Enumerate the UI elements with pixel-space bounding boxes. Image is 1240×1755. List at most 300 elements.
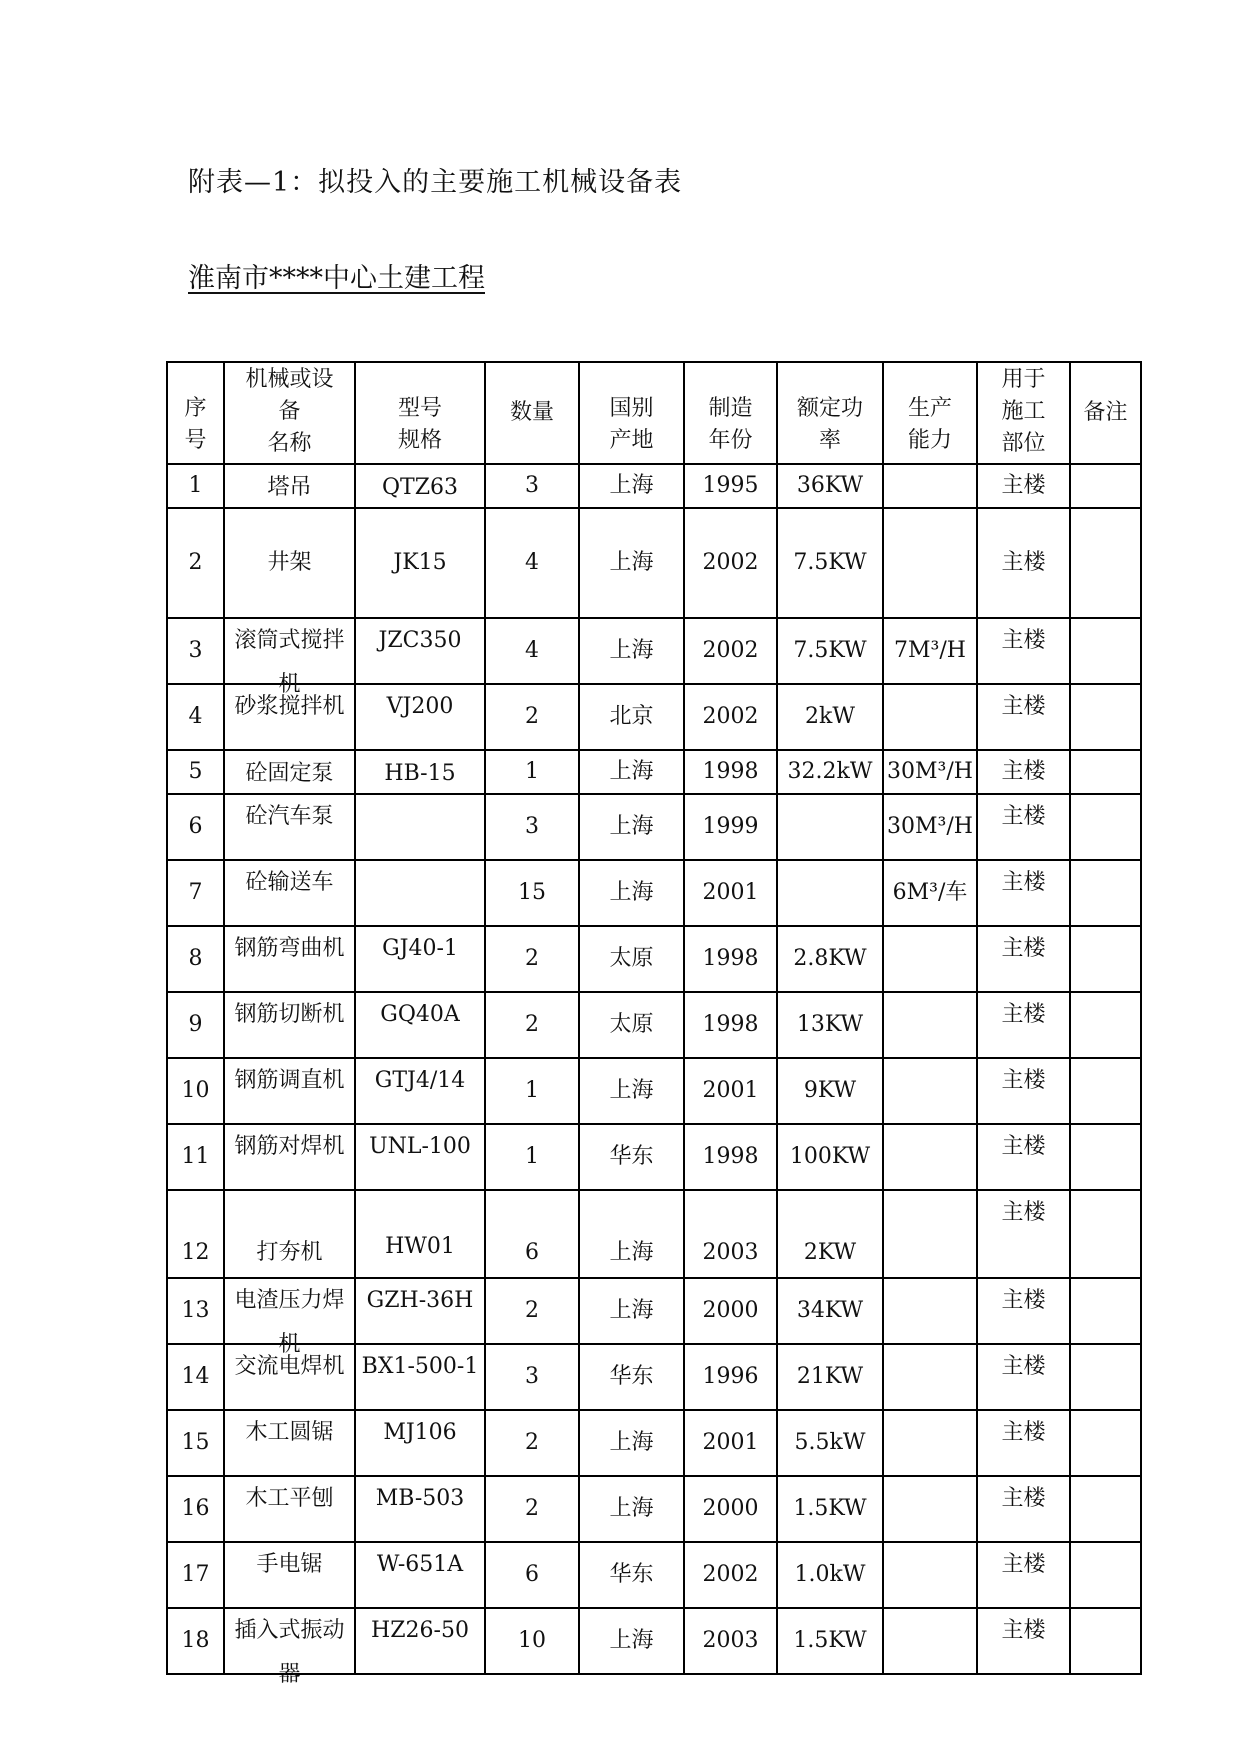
header-seq-label: 序 号 <box>184 396 207 453</box>
cell-usage-text: 主楼 <box>1001 804 1046 829</box>
cell-seq <box>167 684 224 750</box>
table-header-row <box>167 362 1141 464</box>
cell-seq-text: 12 <box>181 1240 210 1265</box>
table-row <box>167 1476 1141 1542</box>
cell-name-text: 钢筋切断机 <box>234 1002 345 1027</box>
cell-year <box>684 794 777 860</box>
table-row <box>167 750 1141 794</box>
cell-name-text: 打夯机 <box>256 1240 323 1265</box>
cell-origin-text: 上海 <box>609 1628 654 1653</box>
cell-origin-text: 太原 <box>609 946 654 971</box>
cell-power-text: 1.5KW <box>793 1628 867 1653</box>
cell-seq-text: 16 <box>181 1496 210 1521</box>
cell-qty-text: 3 <box>525 473 539 498</box>
cell-power-text: 9KW <box>803 1078 857 1103</box>
cell-year-text: 2002 <box>702 1562 759 1587</box>
header-usage <box>977 362 1070 464</box>
cell-model <box>355 794 485 860</box>
cell-power <box>777 464 883 508</box>
cell-power <box>777 508 883 618</box>
cell-origin-text: 上海 <box>609 880 654 905</box>
cell-model <box>355 618 485 684</box>
cell-usage-text: 主楼 <box>1001 1420 1046 1445</box>
cell-usage-text: 主楼 <box>1001 694 1046 719</box>
cell-year-text: 1999 <box>702 814 759 839</box>
cell-usage <box>977 1344 1070 1410</box>
cell-capacity <box>883 992 977 1058</box>
cell-year-text: 2000 <box>702 1496 759 1521</box>
cell-origin-text: 上海 <box>609 550 654 575</box>
table-row <box>167 1542 1141 1608</box>
cell-usage <box>977 1608 1070 1674</box>
cell-usage <box>977 1124 1070 1190</box>
cell-origin <box>579 1124 684 1190</box>
cell-power <box>777 794 883 860</box>
cell-seq-text: 14 <box>181 1364 210 1389</box>
cell-origin <box>579 618 684 684</box>
cell-name <box>224 1278 355 1357</box>
cell-qty <box>485 1542 579 1608</box>
cell-origin <box>579 1344 684 1410</box>
cell-model <box>355 1410 485 1476</box>
header-year <box>684 362 777 464</box>
cell-model-text: GQ40A <box>380 1002 460 1027</box>
cell-usage <box>977 860 1070 926</box>
cell-power <box>777 1190 883 1278</box>
cell-power-text: 1.0kW <box>794 1562 866 1587</box>
cell-usage-text: 主楼 <box>1001 1200 1046 1225</box>
cell-power-text: 5.5kW <box>794 1430 866 1455</box>
cell-capacity <box>883 794 977 860</box>
cell-model <box>355 1542 485 1608</box>
cell-seq <box>167 992 224 1058</box>
cell-capacity <box>883 508 977 618</box>
cell-model <box>355 464 485 508</box>
cell-name-text: 塔吊 <box>267 475 312 500</box>
cell-name-text: 木工圆锯 <box>245 1420 334 1445</box>
cell-name <box>224 684 355 750</box>
cell-qty-text: 2 <box>525 1430 539 1455</box>
cell-qty <box>485 464 579 508</box>
cell-origin-text: 上海 <box>609 759 654 784</box>
cell-name-text: 砼固定泵 <box>245 761 334 786</box>
cell-seq-text: 9 <box>188 1012 203 1037</box>
cell-remark <box>1070 464 1141 508</box>
cell-model-text: MB-503 <box>375 1486 465 1511</box>
cell-qty-text: 2 <box>525 946 539 971</box>
cell-power <box>777 1344 883 1410</box>
cell-origin <box>579 684 684 750</box>
cell-name-text: 钢筋对焊机 <box>234 1134 345 1159</box>
cell-model-text: HB-15 <box>384 761 456 786</box>
cell-model <box>355 1608 485 1674</box>
cell-usage-text: 主楼 <box>1001 1618 1046 1643</box>
cell-origin <box>579 794 684 860</box>
cell-model-text: VJ200 <box>386 694 454 719</box>
cell-remark-text <box>1071 1269 1140 1277</box>
cell-qty <box>485 1058 579 1124</box>
cell-year-text: 1998 <box>702 759 759 784</box>
cell-origin-text: 太原 <box>609 1012 654 1037</box>
cell-seq-text: 18 <box>181 1628 210 1653</box>
cell-name-text: 砂浆搅拌机 <box>234 694 345 719</box>
cell-name-text: 手电锯 <box>256 1552 323 1577</box>
cell-model-text: GJ40-1 <box>382 936 458 961</box>
cell-qty-text: 6 <box>525 1240 539 1265</box>
cell-power <box>777 750 883 794</box>
cell-year <box>684 1608 777 1674</box>
table-row <box>167 1190 1141 1278</box>
table-row <box>167 1410 1141 1476</box>
cell-origin-text: 上海 <box>609 1078 654 1103</box>
cell-power-text: 100KW <box>789 1144 871 1169</box>
cell-name <box>224 992 355 1058</box>
cell-seq <box>167 926 224 992</box>
cell-usage <box>977 618 1070 684</box>
cell-power <box>777 992 883 1058</box>
cell-power-text: 13KW <box>796 1012 864 1037</box>
cell-name <box>224 1058 355 1124</box>
cell-power-text: 36KW <box>796 473 864 498</box>
cell-remark <box>1070 992 1141 1058</box>
cell-usage-text: 主楼 <box>1001 1354 1046 1379</box>
cell-usage <box>977 508 1070 618</box>
cell-origin-text: 华东 <box>609 1364 654 1389</box>
cell-qty-text: 15 <box>518 880 546 905</box>
cell-power <box>777 1124 883 1190</box>
cell-usage-text: 主楼 <box>1001 1486 1046 1511</box>
cell-usage <box>977 992 1070 1058</box>
cell-year <box>684 464 777 508</box>
cell-model <box>355 1278 485 1344</box>
cell-qty-text: 2 <box>525 1298 539 1323</box>
cell-qty-text: 10 <box>518 1628 546 1653</box>
cell-seq-text: 10 <box>181 1078 210 1103</box>
cell-seq <box>167 464 224 508</box>
header-model-label: 型号 规格 <box>397 396 442 453</box>
cell-usage <box>977 926 1070 992</box>
cell-power-text: 32.2kW <box>787 759 873 784</box>
cell-origin <box>579 1058 684 1124</box>
cell-seq-text: 8 <box>188 946 203 971</box>
cell-usage-text: 主楼 <box>1001 1002 1046 1027</box>
cell-model-text: HW01 <box>385 1234 455 1259</box>
cell-year-text: 1998 <box>702 1012 759 1037</box>
cell-year-text: 2001 <box>702 1078 759 1103</box>
table-row <box>167 464 1141 508</box>
cell-year-text: 2001 <box>702 880 759 905</box>
cell-origin <box>579 1278 684 1344</box>
cell-name-text: 木工平刨 <box>245 1486 334 1511</box>
cell-model-text: GTJ4/14 <box>374 1068 466 1093</box>
cell-usage-text: 主楼 <box>1001 1288 1046 1313</box>
cell-name-text: 钢筋弯曲机 <box>234 936 345 961</box>
header-power-label: 额定功 率 <box>796 396 863 453</box>
cell-seq <box>167 794 224 860</box>
header-capacity <box>883 362 977 464</box>
cell-seq <box>167 618 224 684</box>
cell-year <box>684 618 777 684</box>
cell-year <box>684 1542 777 1608</box>
cell-usage-text: 主楼 <box>1001 759 1046 784</box>
cell-origin <box>579 926 684 992</box>
table-row <box>167 926 1141 992</box>
header-qty-label: 数量 <box>509 400 554 425</box>
cell-qty-text: 3 <box>525 1364 539 1389</box>
cell-remark <box>1070 1058 1141 1124</box>
cell-origin <box>579 1410 684 1476</box>
cell-model-text: UNL-100 <box>369 1134 471 1159</box>
table-row <box>167 1058 1141 1124</box>
cell-year <box>684 1476 777 1542</box>
cell-seq-text: 15 <box>181 1430 210 1455</box>
cell-qty-text: 2 <box>525 1012 539 1037</box>
cell-model <box>355 1190 485 1278</box>
cell-name-text: 交流电焊机 <box>234 1354 345 1379</box>
cell-qty-text: 3 <box>525 814 539 839</box>
cell-remark <box>1070 684 1141 750</box>
equipment-table-body <box>167 464 1141 1687</box>
cell-origin-text: 上海 <box>609 638 654 663</box>
cell-model-text: HZ26-50 <box>371 1618 469 1643</box>
cell-capacity <box>883 1124 977 1190</box>
cell-year <box>684 992 777 1058</box>
table-row <box>167 1344 1141 1410</box>
table-row <box>167 508 1141 618</box>
header-name <box>224 362 355 464</box>
cell-qty <box>485 1278 579 1344</box>
cell-origin <box>579 860 684 926</box>
cell-remark <box>1070 1124 1141 1190</box>
cell-capacity <box>883 464 977 508</box>
cell-seq <box>167 1190 224 1278</box>
project-name: 淮南市****中心土建工程 <box>188 263 485 294</box>
cell-year <box>684 1124 777 1190</box>
cell-qty-text: 4 <box>525 638 539 663</box>
cell-model <box>355 684 485 750</box>
cell-power <box>777 1476 883 1542</box>
cell-model-text: GZH-36H <box>366 1288 474 1313</box>
cell-name-text: 电渣压力焊机 <box>234 1288 345 1357</box>
cell-power <box>777 926 883 992</box>
cell-qty <box>485 684 579 750</box>
cell-year <box>684 1410 777 1476</box>
cell-remark <box>1070 1344 1141 1410</box>
cell-power <box>777 1058 883 1124</box>
table-row <box>167 684 1141 750</box>
cell-remark <box>1070 1608 1141 1674</box>
cell-year-text: 2001 <box>702 1430 759 1455</box>
cell-year <box>684 750 777 794</box>
cell-origin <box>579 1608 684 1674</box>
cell-origin-text: 上海 <box>609 814 654 839</box>
cell-power-text: 7.5KW <box>793 550 867 575</box>
cell-power <box>777 684 883 750</box>
cell-power-text: 1.5KW <box>793 1496 867 1521</box>
cell-seq <box>167 1410 224 1476</box>
cell-qty <box>485 508 579 618</box>
cell-qty <box>485 750 579 794</box>
cell-power <box>777 1278 883 1344</box>
cell-origin-text: 北京 <box>609 704 654 729</box>
cell-power <box>777 1410 883 1476</box>
cell-origin <box>579 1542 684 1608</box>
cell-model-text: QTZ63 <box>382 475 458 500</box>
cell-year <box>684 926 777 992</box>
cell-capacity <box>883 618 977 684</box>
cell-capacity-text: 30M³/H <box>887 814 973 839</box>
cell-model-text: JK15 <box>393 550 447 575</box>
cell-capacity <box>883 1476 977 1542</box>
cell-year-text: 2000 <box>702 1298 759 1323</box>
cell-qty-text: 1 <box>525 1078 539 1103</box>
cell-qty <box>485 618 579 684</box>
cell-seq <box>167 1058 224 1124</box>
table-row <box>167 1278 1141 1344</box>
cell-name-text: 井架 <box>267 550 312 575</box>
cell-usage-text: 主楼 <box>1001 1134 1046 1159</box>
cell-year-text: 1995 <box>702 473 759 498</box>
cell-remark <box>1070 926 1141 992</box>
cell-qty-text: 2 <box>525 1496 539 1521</box>
cell-year-text: 2002 <box>702 638 759 663</box>
cell-year-text: 2003 <box>702 1240 759 1265</box>
cell-name-text: 砼输送车 <box>245 870 334 895</box>
cell-origin-text: 上海 <box>609 473 654 498</box>
cell-year <box>684 860 777 926</box>
cell-qty-text: 4 <box>525 550 539 575</box>
cell-year-text: 1998 <box>702 1144 759 1169</box>
header-usage-label: 用于 施工 部位 <box>1001 367 1046 456</box>
cell-name-text: 砼汽车泵 <box>245 804 334 829</box>
cell-name <box>224 750 355 794</box>
cell-seq-text: 3 <box>188 638 203 663</box>
cell-name <box>224 1410 355 1476</box>
cell-power <box>777 1608 883 1674</box>
cell-capacity <box>883 684 977 750</box>
table-row <box>167 992 1141 1058</box>
cell-name <box>224 464 355 508</box>
cell-capacity-text: 7M³/H <box>894 638 966 663</box>
cell-model-text: MJ106 <box>383 1420 457 1445</box>
header-seq <box>167 362 224 464</box>
cell-capacity-text <box>884 1269 976 1277</box>
cell-seq-text: 2 <box>188 550 203 575</box>
cell-year-text: 2002 <box>702 550 759 575</box>
cell-year <box>684 508 777 618</box>
cell-name-text: 钢筋调直机 <box>234 1068 345 1093</box>
cell-seq <box>167 1608 224 1674</box>
cell-origin-text: 华东 <box>609 1562 654 1587</box>
cell-model <box>355 860 485 926</box>
cell-name <box>224 860 355 926</box>
cell-name <box>224 508 355 618</box>
cell-name <box>224 1608 355 1687</box>
cell-qty <box>485 1410 579 1476</box>
cell-model <box>355 1058 485 1124</box>
cell-year <box>684 684 777 750</box>
cell-capacity <box>883 1344 977 1410</box>
cell-remark <box>1070 1542 1141 1608</box>
cell-qty <box>485 1476 579 1542</box>
cell-remark <box>1070 750 1141 794</box>
cell-name <box>224 1344 355 1410</box>
cell-usage-text: 主楼 <box>1001 1068 1046 1093</box>
cell-seq-text: 6 <box>188 814 203 839</box>
cell-usage-text: 主楼 <box>1001 473 1046 498</box>
cell-capacity-text: 30M³/H <box>887 759 973 784</box>
cell-power <box>777 1542 883 1608</box>
cell-origin <box>579 508 684 618</box>
cell-model-text: W-651A <box>376 1552 464 1577</box>
cell-qty <box>485 794 579 860</box>
cell-name <box>224 618 355 697</box>
cell-model <box>355 992 485 1058</box>
cell-power <box>777 860 883 926</box>
cell-usage <box>977 750 1070 794</box>
cell-origin-text: 上海 <box>609 1430 654 1455</box>
cell-usage <box>977 1476 1070 1542</box>
cell-remark <box>1070 1278 1141 1344</box>
cell-origin <box>579 992 684 1058</box>
cell-year <box>684 1278 777 1344</box>
cell-year <box>684 1190 777 1278</box>
cell-remark <box>1070 1410 1141 1476</box>
cell-usage <box>977 794 1070 860</box>
cell-year-text: 1998 <box>702 946 759 971</box>
cell-usage <box>977 1410 1070 1476</box>
cell-usage <box>977 1542 1070 1608</box>
cell-year-text: 2002 <box>702 704 759 729</box>
cell-remark <box>1070 618 1141 684</box>
table-row <box>167 1124 1141 1190</box>
header-remark <box>1070 362 1141 464</box>
header-origin-label: 国别 产地 <box>609 396 654 453</box>
cell-origin-text: 上海 <box>609 1298 654 1323</box>
table-row <box>167 1608 1141 1674</box>
cell-remark <box>1070 1476 1141 1542</box>
cell-year-text: 2003 <box>702 1628 759 1653</box>
cell-name <box>224 1542 355 1608</box>
cell-qty <box>485 1124 579 1190</box>
cell-capacity <box>883 1190 977 1278</box>
cell-seq <box>167 1124 224 1190</box>
header-name-label: 机械或设 备 名称 <box>245 367 334 456</box>
cell-power-text: 7.5KW <box>793 638 867 663</box>
header-model <box>355 362 485 464</box>
cell-seq-text: 17 <box>181 1562 210 1587</box>
cell-model <box>355 750 485 794</box>
cell-qty <box>485 1190 579 1278</box>
header-power <box>777 362 883 464</box>
cell-seq-text: 7 <box>188 880 203 905</box>
cell-usage <box>977 464 1070 508</box>
cell-origin <box>579 750 684 794</box>
cell-capacity <box>883 860 977 926</box>
cell-name <box>224 794 355 860</box>
cell-model <box>355 508 485 618</box>
cell-model-text: JZC350 <box>378 628 462 653</box>
cell-capacity <box>883 926 977 992</box>
cell-origin <box>579 464 684 508</box>
cell-qty <box>485 860 579 926</box>
cell-remark <box>1070 508 1141 618</box>
cell-power-text: 21KW <box>796 1364 864 1389</box>
cell-origin-text: 华东 <box>609 1144 654 1169</box>
document-title: 附表—1：拟投入的主要施工机械设备表 <box>188 167 683 198</box>
table-row <box>167 618 1141 684</box>
cell-origin-text: 上海 <box>609 1496 654 1521</box>
